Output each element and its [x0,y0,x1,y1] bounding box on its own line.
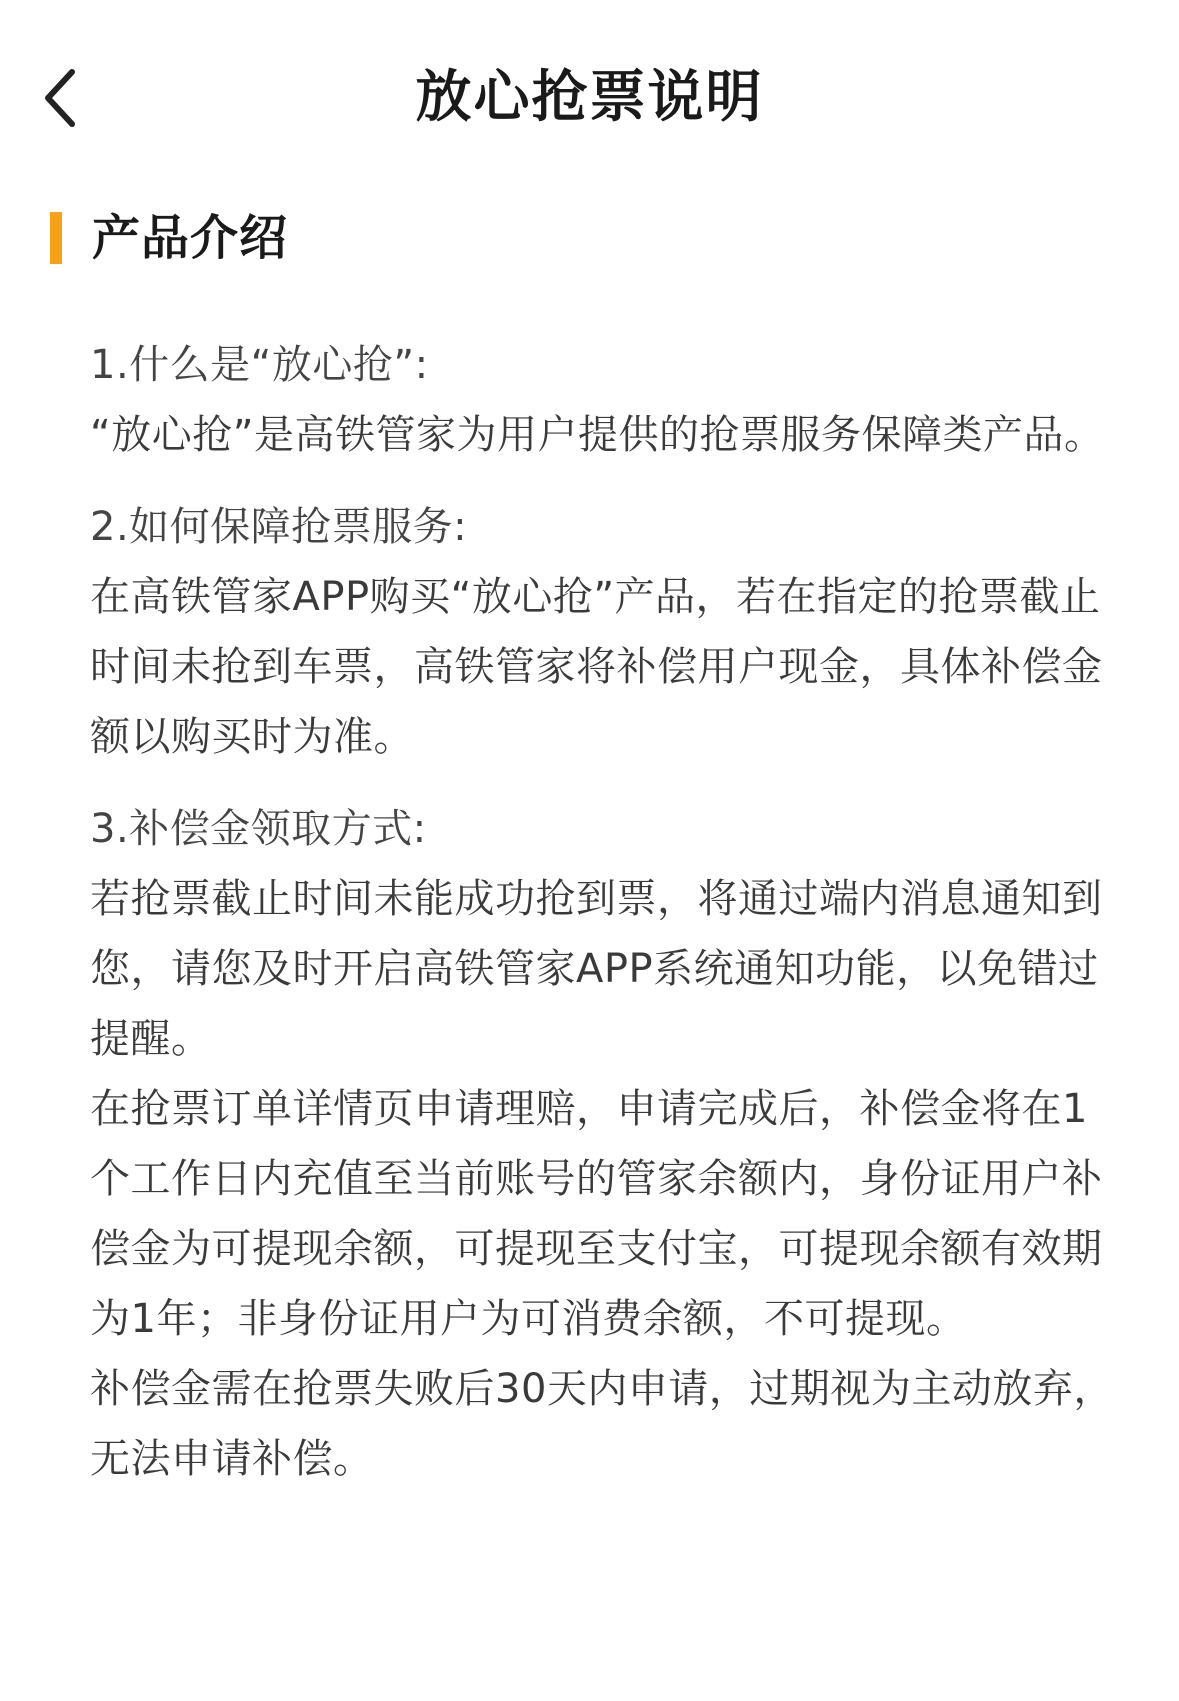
faq-item-2 [90,492,1120,772]
section-title: 产品介绍 [92,210,289,266]
faq-heading: 2.如何保障抢票服务: [90,504,468,550]
faq-paragraph: 在抢票订单详情页申请理赔，申请完成后，补偿金将在1个工作日内充值至当前账号的管家余额内，身份证用户补偿金为可提现余额，可提现至支付宝，可提现余额有效期为1年；非身份证用户为可消费余额，不可提现。 [90,1086,1103,1342]
description-content [90,330,1120,1516]
faq-heading: 1.什么是“放心抢”: [90,342,429,388]
section-accent-bar [50,212,62,264]
faq-paragraph: 在高铁管家APP购买“放心抢”产品，若在指定的抢票截止时间未抢到车票，高铁管家将补偿用户现金，具体补偿金额以购买时为准。 [90,574,1103,760]
faq-item-1 [90,330,1120,470]
faq-item-3 [90,794,1120,1494]
faq-paragraph: 若抢票截止时间未能成功抢到票，将通过端内消息通知到您，请您及时开启高铁管家APP系统通知功能，以免错过提醒。 [90,876,1103,1062]
faq-paragraph: 补偿金需在抢票失败后30天内申请，过期视为主动放弃，无法申请补偿。 [90,1366,1114,1482]
faq-paragraph: “放心抢”是高铁管家为用户提供的抢票服务保障类产品。 [90,412,1105,458]
navigation-bar [0,0,1179,190]
page-title: 放心抢票说明 [415,65,764,130]
faq-heading: 3.补偿金领取方式: [90,806,427,852]
section-header [50,206,288,270]
